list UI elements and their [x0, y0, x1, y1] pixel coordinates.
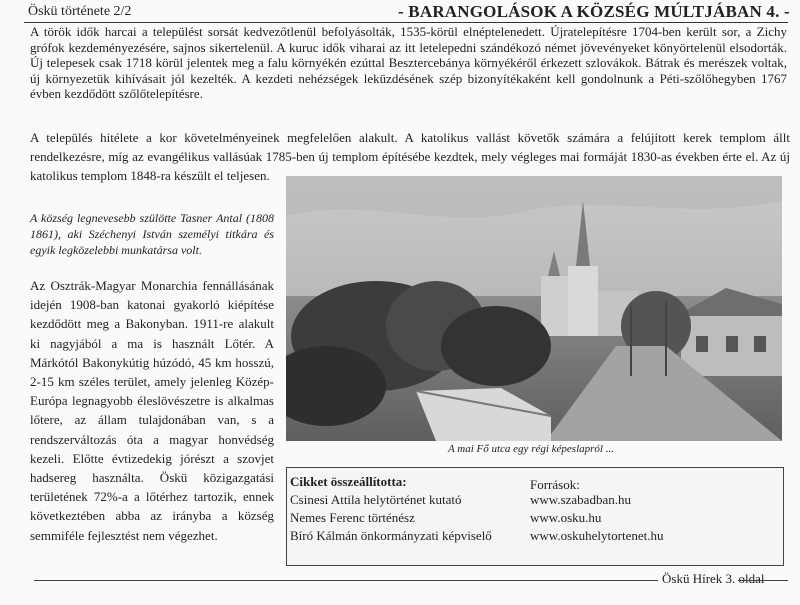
page-title: - BARANGOLÁSOK A KÖZSÉG MÚLTJÁBAN 4. - [398, 2, 790, 21]
credit-person: Nemes Ferenc történész [290, 510, 415, 525]
page-footer: Öskü Hírek 3. oldal [662, 571, 765, 586]
footer-divider-right [738, 580, 788, 581]
credits-title: Cikket összeállította: [290, 474, 407, 489]
tasner-caption: A község legnevesebb szülötte Tasner Antal (1808 1861), aki Széchenyi István személyi titkára és egyik legközelebbi munkatársa volt. [30, 211, 274, 257]
postcard-illustration [286, 176, 782, 441]
header-divider [24, 22, 788, 23]
credit-person: Bíró Kálmán önkormányzati képviselő [290, 528, 492, 543]
series-label: Öskü története 2/2 [28, 4, 132, 19]
source-link: www.szabadban.hu [530, 492, 631, 507]
old-postcard-photo [286, 176, 782, 441]
intro-paragraph: A török idők harcai a települést sorsát kedvezőtlenül befolyásolták, 1535-körül elnéptelenedett. Újratelepítésre 1704-ben került sor, a Zichy grófok kezdeményezésére, sajnos sikertelenül. A kuruc idők viharai az itt letelepedni szándékozó német jövevényeket könyörtelenül elsodorták. Új telepesek csak 1718 körül jelentek meg a falu környékén ezúttal Besztercebánya környékéről érkezett szlovákok. Bátrak és merészek voltak, új környezetük kihívásait jól kezelték. A kezdeti nehézségek leküzdésének szép bizonyítékaként kell gondolnunk a Péti-szőlőhegyben 1767 évben kezdődött szőlőtelepítésre. [30, 24, 787, 101]
sources-label: Források: [530, 477, 580, 492]
credit-person: Csinesi Attila helytörténet kutató [290, 492, 462, 507]
military-range-paragraph: Az Osztrák-Magyar Monarchia fennállásának idején 1908-ban katonai gyakorló kiépítése kezdődött meg a Bakonyban. 1911-re alakult ki nagyjából a ma is használt Lőtér. A Márkótól Bakonykútig húzódó, 45 km hosszú, 2-15 km széles terület, amely jelenleg Közép-Európa legnagyobb éleslövészetre is alkalmas lőtere, az állam tulajdonában van, s a rendszerváltozás óta a magyar honvédség kezeli. Előtte évtizedekig jórészt a szovjet hadsereg használta. Öskü közigazgatási területének 72%-a a lőtérhez tartozik, ennek következtében abba az irányba a község semmiféle fejlesztést nem végezhet. [30, 278, 274, 543]
photo-caption: A mai Fő utca egy régi képeslapról ... [448, 443, 614, 455]
church-paragraph: A település hitélete a kor követelményeinek megfelelően alakult. A katolikus vallást követők számára a felújított kerek templom állt rendelkezésre, míg az evangélikus vallásúak 1785-ben új templom építésébe kezdtek, mely végleges mai formáját 1830-as években érte el. Az új katolikus templom 1848-ra készült el teljesen. [30, 130, 790, 183]
source-link: www.osku.hu [530, 510, 602, 525]
source-link: www.oskuhelytortenet.hu [530, 528, 664, 543]
footer-divider [34, 580, 658, 581]
